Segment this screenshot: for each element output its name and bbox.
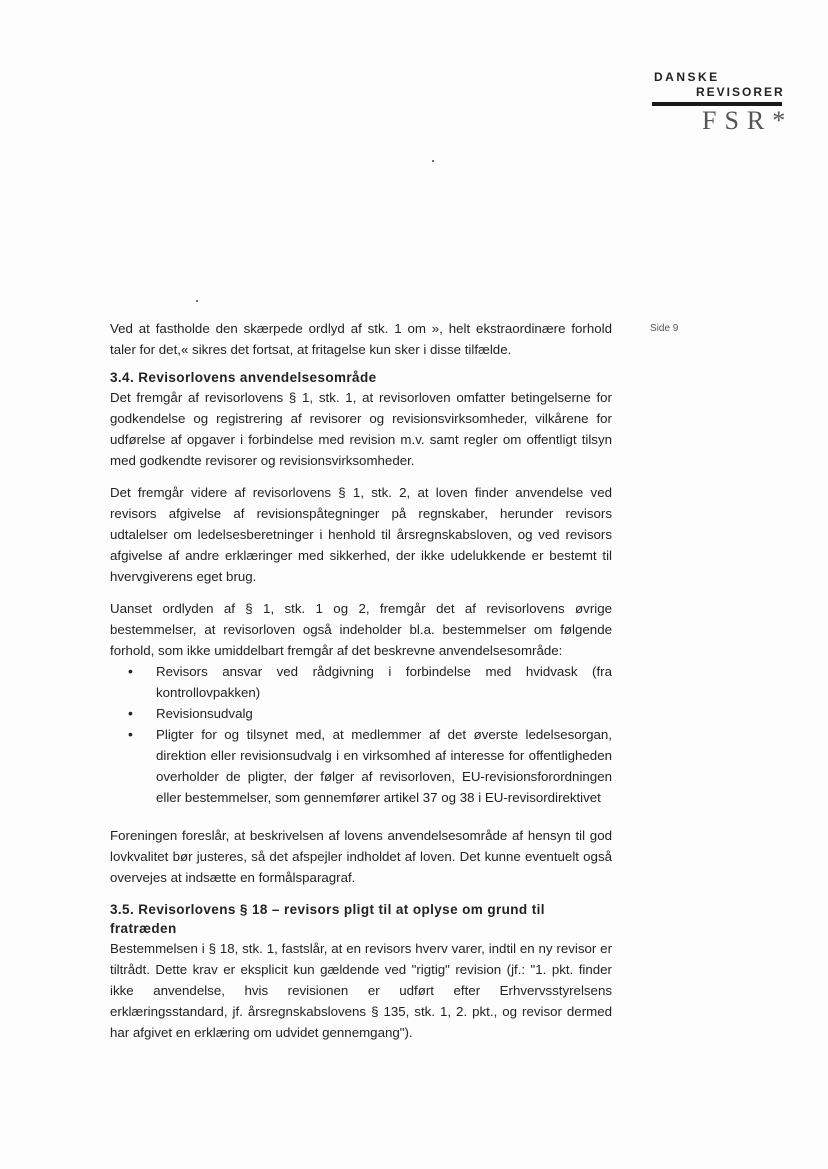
logo-text-revisorer: REVISORER <box>696 85 785 99</box>
list-item <box>128 724 612 808</box>
section-heading-3-4: 3.4. Revisorlovens anvendelsesområde <box>110 370 377 385</box>
paragraph-3-4-b: Det fremgår videre af revisorlovens § 1, stk. 2, at loven finder anvendelse ved revisors afgivelse af revisionspåtegninger på regnskaber, herunder revisors udtalelser om ledelsesberetninger i henhold til årsregnskabsloven, og ved revisors afgivelse af andre erklæringer med sikkerhed, der ikke udelukkende er bestemt til hvervgiverens eget brug. <box>110 485 612 584</box>
list-item <box>128 661 612 703</box>
fsr-logo <box>650 70 794 140</box>
paragraph-intro: Ved at fastholde den skærpede ordlyd af stk. 1 om », helt ekstraordinære forhold taler for det,« sikres det fortsat, at fritagelse kun sker i disse tilfælde. <box>110 321 612 357</box>
section-heading-3-5: 3.5. Revisorlovens § 18 – revisors pligt til at oplyse om grund til fratræden <box>110 902 545 936</box>
paragraph-3-4-c: Uanset ordlyden af § 1, stk. 1 og 2, fremgår det af revisorlovens øvrige bestemmelser, at revisorloven også indeholder bl.a. bestemmelser om følgende forhold, som ikke umiddelbart fremgår af det beskrevne anvendelsesområde: <box>110 601 612 658</box>
paragraph-3-4-d: Foreningen foreslår, at beskrivelsen af lovens anvendelsesområde af hensyn til god lovkvalitet bør justeres, så det afspejler indholdet af loven. Det kunne eventuelt også overvejes at indsætte en formålsparagraf. <box>110 828 612 885</box>
list-item-text: Pligter for og tilsynet med, at medlemmer af det øverste ledelsesorgan, direktion eller revisionsudvalg i en virksomhed af interesse for offentligheden overholder de pligter, der følger af revisorloven, EU-revisionsforordningen eller bestemmelser, som gennemfører artikel 37 og 38 i EU-revisordirektivet <box>156 727 612 805</box>
list-item-text: Revisors ansvar ved rådgivning i forbindelse med hvidvask (fra kontrollovpakken) <box>156 664 612 700</box>
document-body <box>110 318 612 1043</box>
bullet-list <box>110 661 612 808</box>
logo-text-danske: DANSKE <box>654 70 720 84</box>
paragraph-3-5-a: Bestemmelsen i § 18, stk. 1, fastslår, at en revisors hverv varer, indtil en ny revisor er tiltrådt. Dette krav er eksplicit kun gældende ved "rigtig" revision (jf.: "1. pkt. finder ikke anvendelse, hvis revisionen er udført efter Erhvervsstyrelsens erklæringsstandard, jf. årsregnskabslovens § 135, stk. 1, 2. pkt., og revisor dermed har afgivet en erklæring om udvidet gennemgang"). <box>110 941 612 1040</box>
bullet-icon: • <box>128 705 133 721</box>
bullet-icon: • <box>128 663 133 679</box>
scan-speck <box>196 300 198 302</box>
list-item-text: Revisionsudvalg <box>156 706 253 721</box>
logo-mark-fsr: FSR* <box>702 106 794 135</box>
bullet-icon: • <box>128 726 133 742</box>
scan-speck <box>432 160 434 162</box>
paragraph-3-4-a: Det fremgår af revisorlovens § 1, stk. 1, at revisorloven omfatter betingelserne for godkendelse og registrering af revisorer og revisionsvirksomheder, vilkårene for udførelse af opgaver i forbindelse med revision m.v. samt regler om offentligt tilsyn med godkendte revisorer og revisionsvirksomheder. <box>110 390 612 468</box>
list-item <box>128 703 612 724</box>
page-number: Side 9 <box>650 323 679 334</box>
